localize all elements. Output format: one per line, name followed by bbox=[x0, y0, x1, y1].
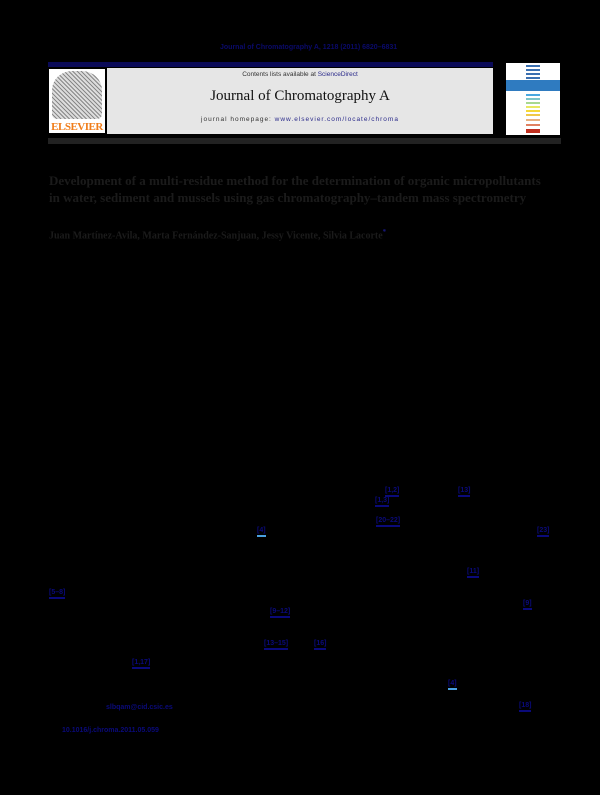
doi-link[interactable]: 10.1016/j.chroma.2011.05.059 bbox=[62, 727, 159, 734]
email-link[interactable]: slbqam@cid.csic.es bbox=[106, 704, 173, 711]
citation-link[interactable]: [4] bbox=[448, 680, 457, 690]
journal-title: Journal of Chromatography A bbox=[210, 88, 390, 104]
citation-link[interactable]: [1,17] bbox=[132, 659, 150, 669]
journal-masthead bbox=[107, 68, 493, 134]
citation-link[interactable]: [20–22] bbox=[376, 517, 400, 527]
elsevier-logo bbox=[49, 69, 105, 133]
homepage-link[interactable]: www.elsevier.com/locate/chroma bbox=[274, 116, 399, 123]
citation-link[interactable]: [9–12] bbox=[270, 608, 290, 618]
citation-link[interactable]: [11] bbox=[467, 568, 479, 578]
journal-citation-link[interactable]: Journal of Chromatography A, 1218 (2011) 6820–6831 bbox=[220, 44, 398, 51]
contents-line: Contents lists available at ScienceDirect bbox=[242, 71, 358, 78]
citation-link[interactable]: [1,3] bbox=[375, 497, 389, 507]
citation-link[interactable]: [16] bbox=[314, 640, 326, 650]
sciencedirect-link[interactable]: ScienceDirect bbox=[317, 71, 358, 78]
citation-link[interactable]: [4] bbox=[257, 527, 266, 537]
citation-link[interactable]: [23] bbox=[537, 527, 549, 537]
citation-link[interactable]: [13] bbox=[458, 487, 470, 497]
corresponding-author-link[interactable]: * bbox=[382, 228, 387, 236]
header-rule bbox=[48, 62, 493, 67]
citation-link[interactable]: [13–15] bbox=[264, 640, 288, 650]
tree-icon bbox=[52, 71, 102, 119]
publisher-wordmark: ELSEVIER bbox=[51, 121, 103, 133]
citation-link[interactable]: [1,2] bbox=[385, 487, 399, 497]
masthead-divider bbox=[48, 138, 561, 144]
citation-link[interactable]: [9] bbox=[523, 600, 532, 610]
article-title: Development of a multi-residue method for the determination of organic micropollutants in water, sediment and mussels using gas chromatography–tandem mass spectrometry bbox=[49, 173, 541, 205]
homepage-line: journal homepage: www.elsevier.com/locate/chroma bbox=[201, 116, 399, 123]
citation-link[interactable]: [5–8] bbox=[49, 589, 65, 599]
author-list: Juan Martínez-Avila, Marta Fernández-Sanjuan, Jessy Vicente, Silvia Lacorte* bbox=[49, 228, 387, 242]
journal-cover-image bbox=[506, 63, 560, 135]
citation-link[interactable]: [18] bbox=[519, 702, 531, 712]
